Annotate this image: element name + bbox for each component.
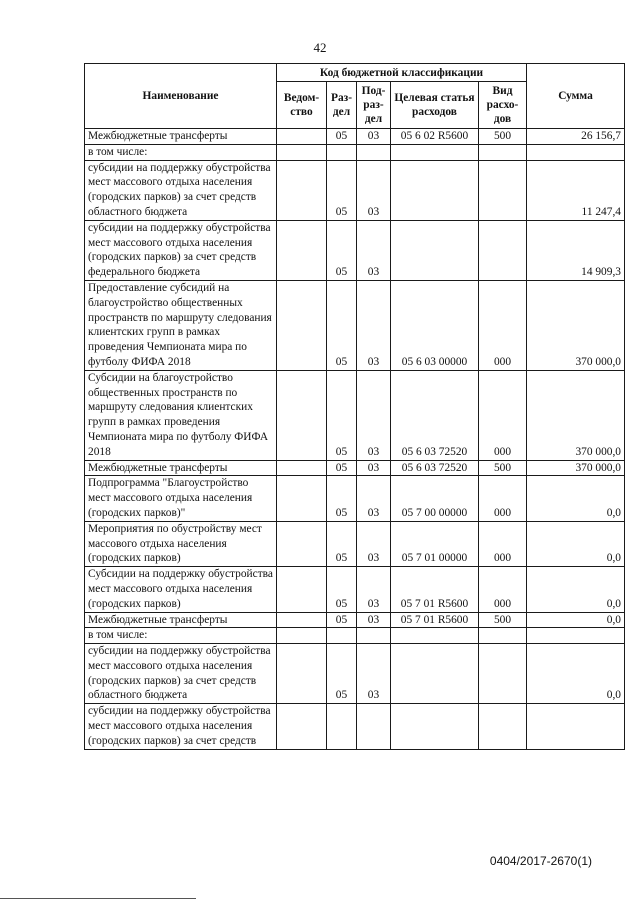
- cell-name: Межбюджетные трансферты: [85, 129, 277, 145]
- cell-csr: 05 6 02 R5600: [391, 129, 479, 145]
- table-row: [85, 280, 625, 370]
- cell-name: Субсидии на поддержку обустройства мест массового отдыха населения (городских парков): [85, 567, 277, 612]
- cell-name: Межбюджетные трансферты: [85, 460, 277, 476]
- cell-sum: 370 000,0: [527, 280, 625, 370]
- header-name: Наименование: [85, 64, 277, 129]
- table-body: [85, 129, 625, 750]
- cell-sum: 370 000,0: [527, 460, 625, 476]
- table-row: [85, 704, 625, 749]
- cell-sum: [527, 704, 625, 749]
- cell-sum: 0,0: [527, 612, 625, 628]
- cell-sum: 0,0: [527, 567, 625, 612]
- cell-vid: [479, 628, 527, 644]
- cell-podrazdel: [357, 704, 391, 749]
- cell-vedomstvo: [277, 644, 327, 704]
- cell-vid: 000: [479, 370, 527, 460]
- cell-csr: 05 7 01 R5600: [391, 612, 479, 628]
- cell-podrazdel: 03: [357, 220, 391, 280]
- divider-line: [0, 898, 196, 899]
- cell-vid: [479, 220, 527, 280]
- cell-name: Межбюджетные трансферты: [85, 612, 277, 628]
- header-razdel: Раз-дел: [327, 82, 357, 129]
- cell-csr: 05 6 03 72520: [391, 370, 479, 460]
- cell-sum: 11 247,4: [527, 160, 625, 220]
- cell-razdel: 05: [327, 160, 357, 220]
- cell-razdel: 05: [327, 612, 357, 628]
- cell-podrazdel: 03: [357, 476, 391, 521]
- cell-vedomstvo: [277, 567, 327, 612]
- cell-sum: 370 000,0: [527, 370, 625, 460]
- cell-csr: [391, 644, 479, 704]
- cell-name: субсидии на поддержку обустройства мест массового отдыха населения (городских парков) за счет средств: [85, 704, 277, 749]
- cell-podrazdel: [357, 628, 391, 644]
- cell-vid: [479, 644, 527, 704]
- table-row: [85, 160, 625, 220]
- budget-table: [84, 63, 625, 750]
- cell-vid: 000: [479, 567, 527, 612]
- page-number: 42: [313, 40, 327, 55]
- table-row: [85, 628, 625, 644]
- cell-sum: 0,0: [527, 521, 625, 566]
- cell-name: Подпрограмма "Благоустройство мест массового отдыха населения (городских парков)": [85, 476, 277, 521]
- table-header: [85, 64, 625, 129]
- cell-podrazdel: 03: [357, 644, 391, 704]
- cell-podrazdel: 03: [357, 129, 391, 145]
- cell-vedomstvo: [277, 521, 327, 566]
- cell-vedomstvo: [277, 160, 327, 220]
- header-csr: Целевая статья расходов: [391, 82, 479, 129]
- header-group: Код бюджетной классификации: [277, 64, 527, 82]
- table-row: [85, 220, 625, 280]
- cell-vedomstvo: [277, 476, 327, 521]
- cell-podrazdel: 03: [357, 280, 391, 370]
- cell-podrazdel: 03: [357, 460, 391, 476]
- cell-razdel: [327, 628, 357, 644]
- cell-name: субсидии на поддержку обустройства мест массового отдыха населения (городских парков) за счет средств областного бюджета: [85, 644, 277, 704]
- cell-csr: [391, 628, 479, 644]
- cell-vid: 500: [479, 460, 527, 476]
- cell-vedomstvo: [277, 612, 327, 628]
- cell-vedomstvo: [277, 144, 327, 160]
- table-row: [85, 144, 625, 160]
- table-row: [85, 567, 625, 612]
- cell-vid: 000: [479, 280, 527, 370]
- cell-name: в том числе:: [85, 628, 277, 644]
- cell-vid: 000: [479, 521, 527, 566]
- cell-podrazdel: 03: [357, 567, 391, 612]
- cell-sum: 0,0: [527, 476, 625, 521]
- cell-podrazdel: 03: [357, 612, 391, 628]
- cell-csr: [391, 144, 479, 160]
- cell-vedomstvo: [277, 370, 327, 460]
- table-row: [85, 521, 625, 566]
- cell-razdel: 05: [327, 567, 357, 612]
- table-row: [85, 476, 625, 521]
- table-row: [85, 129, 625, 145]
- cell-vedomstvo: [277, 220, 327, 280]
- cell-name: субсидии на поддержку обустройства мест массового отдыха населения (городских парков) за счет средств федерального бюджета: [85, 220, 277, 280]
- header-podrazdel: Под-раз-дел: [357, 82, 391, 129]
- cell-razdel: 05: [327, 460, 357, 476]
- header-vedomstvo: Ведом-ство: [277, 82, 327, 129]
- cell-vid: [479, 160, 527, 220]
- cell-razdel: 05: [327, 370, 357, 460]
- cell-csr: 05 6 03 72520: [391, 460, 479, 476]
- cell-podrazdel: [357, 144, 391, 160]
- cell-vedomstvo: [277, 704, 327, 749]
- table-row: [85, 644, 625, 704]
- cell-csr: [391, 160, 479, 220]
- cell-sum: [527, 144, 625, 160]
- cell-name: в том числе:: [85, 144, 277, 160]
- cell-name: Мероприятия по обустройству мест массового отдыха населения (городских парков): [85, 521, 277, 566]
- cell-sum: 14 909,3: [527, 220, 625, 280]
- cell-razdel: [327, 144, 357, 160]
- cell-sum: [527, 628, 625, 644]
- cell-razdel: 05: [327, 644, 357, 704]
- cell-vid: 500: [479, 129, 527, 145]
- cell-vid: [479, 704, 527, 749]
- cell-razdel: [327, 704, 357, 749]
- cell-sum: 26 156,7: [527, 129, 625, 145]
- cell-csr: 05 7 01 00000: [391, 521, 479, 566]
- cell-razdel: 05: [327, 129, 357, 145]
- cell-razdel: 05: [327, 220, 357, 280]
- cell-csr: 05 6 03 00000: [391, 280, 479, 370]
- cell-csr: 05 7 00 00000: [391, 476, 479, 521]
- cell-csr: [391, 704, 479, 749]
- table-row: [85, 612, 625, 628]
- cell-sum: 0,0: [527, 644, 625, 704]
- cell-razdel: 05: [327, 280, 357, 370]
- document-code: 0404/2017-2670(1): [489, 854, 592, 868]
- cell-name: Субсидии на благоустройство общественных пространств по маршруту следования клиентских групп в рамках проведения Чемпионата мира по футболу ФИФА 2018: [85, 370, 277, 460]
- cell-vedomstvo: [277, 628, 327, 644]
- cell-razdel: 05: [327, 476, 357, 521]
- cell-name: субсидии на поддержку обустройства мест массового отдыха населения (городских парков) за счет средств областного бюджета: [85, 160, 277, 220]
- table-row: [85, 460, 625, 476]
- cell-vedomstvo: [277, 129, 327, 145]
- cell-vid: [479, 144, 527, 160]
- header-sum: Сумма: [527, 64, 625, 129]
- cell-vid: 000: [479, 476, 527, 521]
- cell-podrazdel: 03: [357, 160, 391, 220]
- table-row: [85, 370, 625, 460]
- cell-vid: 500: [479, 612, 527, 628]
- cell-csr: [391, 220, 479, 280]
- cell-razdel: 05: [327, 521, 357, 566]
- cell-podrazdel: 03: [357, 370, 391, 460]
- cell-vedomstvo: [277, 280, 327, 370]
- cell-vedomstvo: [277, 460, 327, 476]
- cell-name: Предоставление субсидий на благоустройство общественных пространств по маршруту следования клиентских групп в рамках проведения Чемпионата мира по футболу ФИФА 2018: [85, 280, 277, 370]
- cell-csr: 05 7 01 R5600: [391, 567, 479, 612]
- cell-podrazdel: 03: [357, 521, 391, 566]
- header-vid: Вид расхо-дов: [479, 82, 527, 129]
